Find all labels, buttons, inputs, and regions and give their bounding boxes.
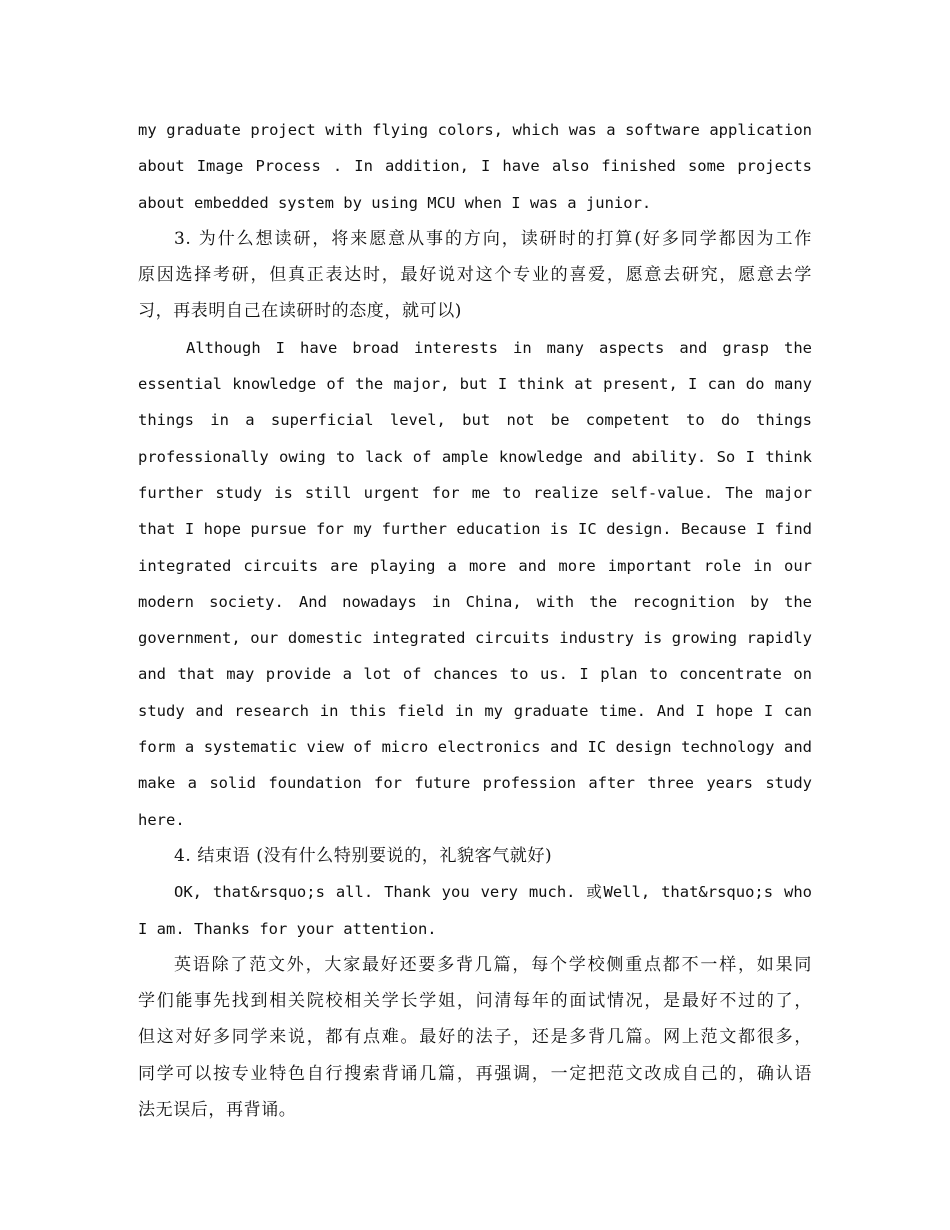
text-line: make a solid foundation for future profession after three years study	[138, 774, 812, 793]
paragraph-question-4	[138, 838, 812, 874]
paragraph-advice	[138, 947, 812, 1128]
text-line: study and research in this field in my graduate time. And I hope I can	[138, 701, 812, 720]
text-line: integrated circuits are playing a more and more important role in our	[138, 556, 812, 575]
paragraph-closing	[138, 874, 812, 947]
text-line: professionally owing to lack of ample knowledge and ability. So I think	[138, 447, 812, 466]
text-line: things in a superficial level, but not be competent to do things	[138, 411, 812, 430]
text-line: OK, that&rsquo;s all. Thank you very much. 或Well, that&rsquo;s who	[174, 883, 812, 902]
paragraph-question-3	[138, 221, 812, 330]
text-line: 法无误后，再背诵。	[138, 1100, 297, 1121]
text-line: that I hope pursue for my further education is IC design. Because I find	[138, 520, 812, 539]
document-page	[138, 112, 812, 1128]
text-line: form a systematic view of micro electronics and IC design technology and	[138, 738, 812, 757]
text-line: 但这对好多同学来说，都有点难。最好的法子，还是多背几篇。网上范文都很多，	[138, 1027, 812, 1048]
text-line: 3. 为什么想读研，将来愿意从事的方向，读研时的打算(好多同学都因为工作	[174, 228, 812, 249]
text-line: 原因选择考研，但真正表达时，最好说对这个专业的喜爱，愿意去研究，愿意去学	[138, 265, 812, 286]
text-line: about Image Process . In addition, I have also finished some projects	[138, 157, 812, 176]
text-line: 学们能事先找到相关院校相关学长学姐，问清每年的面试情况，是最好不过的了，	[138, 991, 812, 1012]
text-line: 同学可以按专业特色自行搜索背诵几篇，再强调，一定把范文改成自己的，确认语	[138, 1063, 812, 1084]
text-line: and that may provide a lot of chances to us. I plan to concentrate on	[138, 665, 812, 684]
text-line: here.	[138, 810, 185, 829]
text-line: further study is still urgent for me to realize self-value. The major	[138, 483, 812, 502]
text-line: Although I have broad interests in many aspects and grasp the	[186, 338, 812, 357]
paragraph-project-summary	[138, 112, 812, 221]
text-line: 英语除了范文外，大家最好还要多背几篇，每个学校侧重点都不一样，如果同	[174, 954, 812, 975]
text-line: about embedded system by using MCU when I was a junior.	[138, 193, 652, 212]
paragraph-study-plan	[138, 330, 812, 838]
text-line: government, our domestic integrated circuits industry is growing rapidly	[138, 629, 812, 648]
text-line: essential knowledge of the major, but I think at present, I can do many	[138, 375, 812, 394]
text-line: 习，再表明自己在读研时的态度，就可以)	[138, 301, 463, 322]
text-line: 4. 结束语 (没有什么特别要说的，礼貌客气就好)	[174, 845, 553, 866]
text-line: I am. Thanks for your attention.	[138, 919, 437, 938]
text-line: my graduate project with flying colors, which was a software application	[138, 121, 812, 139]
text-line: modern society. And nowadays in China, with the recognition by the	[138, 592, 812, 611]
